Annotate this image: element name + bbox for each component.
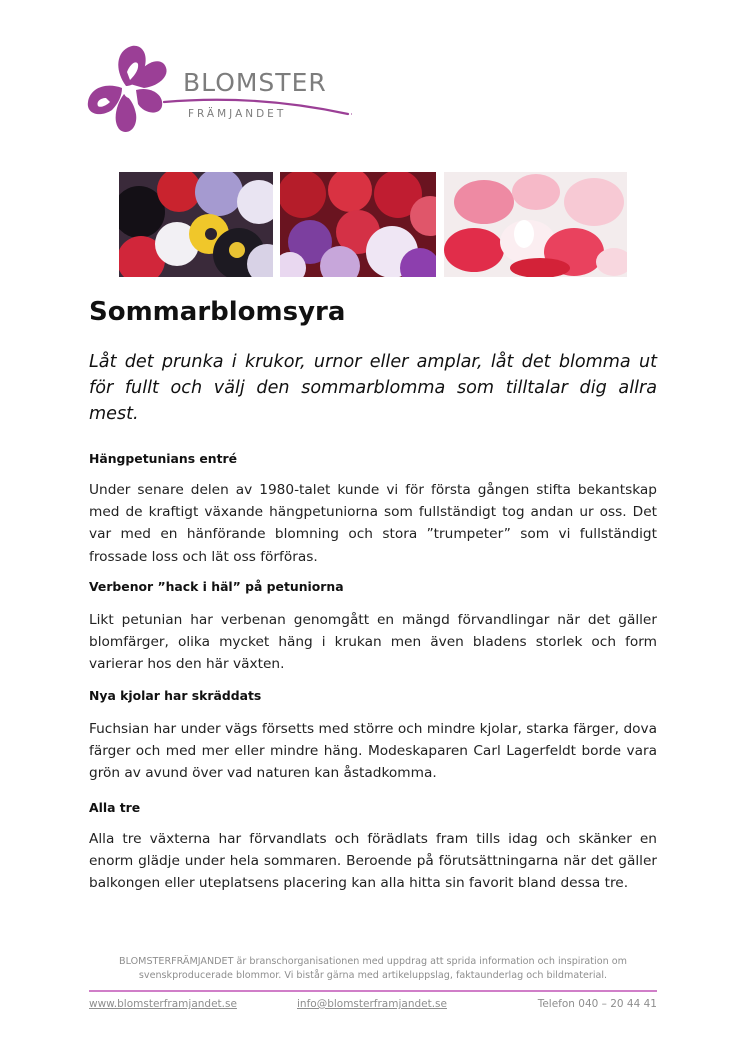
footer-phone: Telefon 040 – 20 44 41 — [537, 998, 657, 1010]
section-body-petunia: Under senare delen av 1980-talet kunde vi för första gången stifta bekantskap med de kraftigt växande hängpetuniorna som fullständigt tog andan ur oss. Det var med en hänförande blomning och stora ”trumpeter” som vi fullständigt frossade loss och lät oss förföras. — [89, 482, 657, 565]
section-heading-petunia: Hängpetunians entré — [89, 451, 238, 466]
footer-email-link[interactable]: info@blomsterframjandet.se — [297, 998, 447, 1010]
photo-strip — [119, 172, 627, 277]
brand-subtitle: FRÄMJANDET — [188, 108, 287, 120]
footer-about: BLOMSTERFRÄMJANDET är branschorganisationen med uppdrag att sprida information och inspiration om svenskproducerade blommor. Vi bistår gärna med artikeluppslag, faktaunderlag och bildmaterial. — [119, 956, 627, 981]
section-body-verbena: Likt petunian har verbenan genomgått en mängd förvandlingar när det gäller blomfärger, olika mycket häng i krukan men även bladens storlek och form varierar hos den här växten. — [89, 612, 657, 673]
verbena-photo — [280, 172, 436, 277]
section-heading-fuchsia: Nya kjolar har skräddats — [89, 688, 262, 703]
section-heading-verbena: Verbenor ”hack i häl” på petuniorna — [89, 579, 344, 594]
brand-logo — [86, 42, 366, 137]
section-body-fuchsia: Fuchsian har under vägs försetts med större och mindre kjolar, starka färger, dova färger och med mer eller mindre häng. Modeskaparen Carl Lagerfeldt borde vara grön av avund över vad naturen kan åstadkomma. — [89, 721, 657, 782]
article-title: Sommarblomsyra — [89, 297, 346, 327]
pansies-photo — [119, 172, 273, 277]
footer-website-link[interactable]: www.blomsterframjandet.se — [89, 998, 237, 1010]
section-body-all-three: Alla tre växterna har förvandlats och förädlats fram tills idag och skänker en enorm glädje under hela sommaren. Beroende på förutsättningarna när det gäller balkongen eller uteplatsens placering kan alla hitta sin favorit bland dessa tre. — [89, 831, 657, 892]
section-heading-all-three: Alla tre — [89, 800, 141, 815]
brand-name: BLOMSTER — [183, 68, 327, 97]
article-lead: Låt det prunka i krukor, urnor eller amplar, låt det blomma ut för fullt och välj den sommarblomma som tilltalar dig allra mest. — [89, 352, 657, 424]
footer-divider — [89, 990, 657, 992]
fuchsia-photo — [444, 172, 627, 277]
